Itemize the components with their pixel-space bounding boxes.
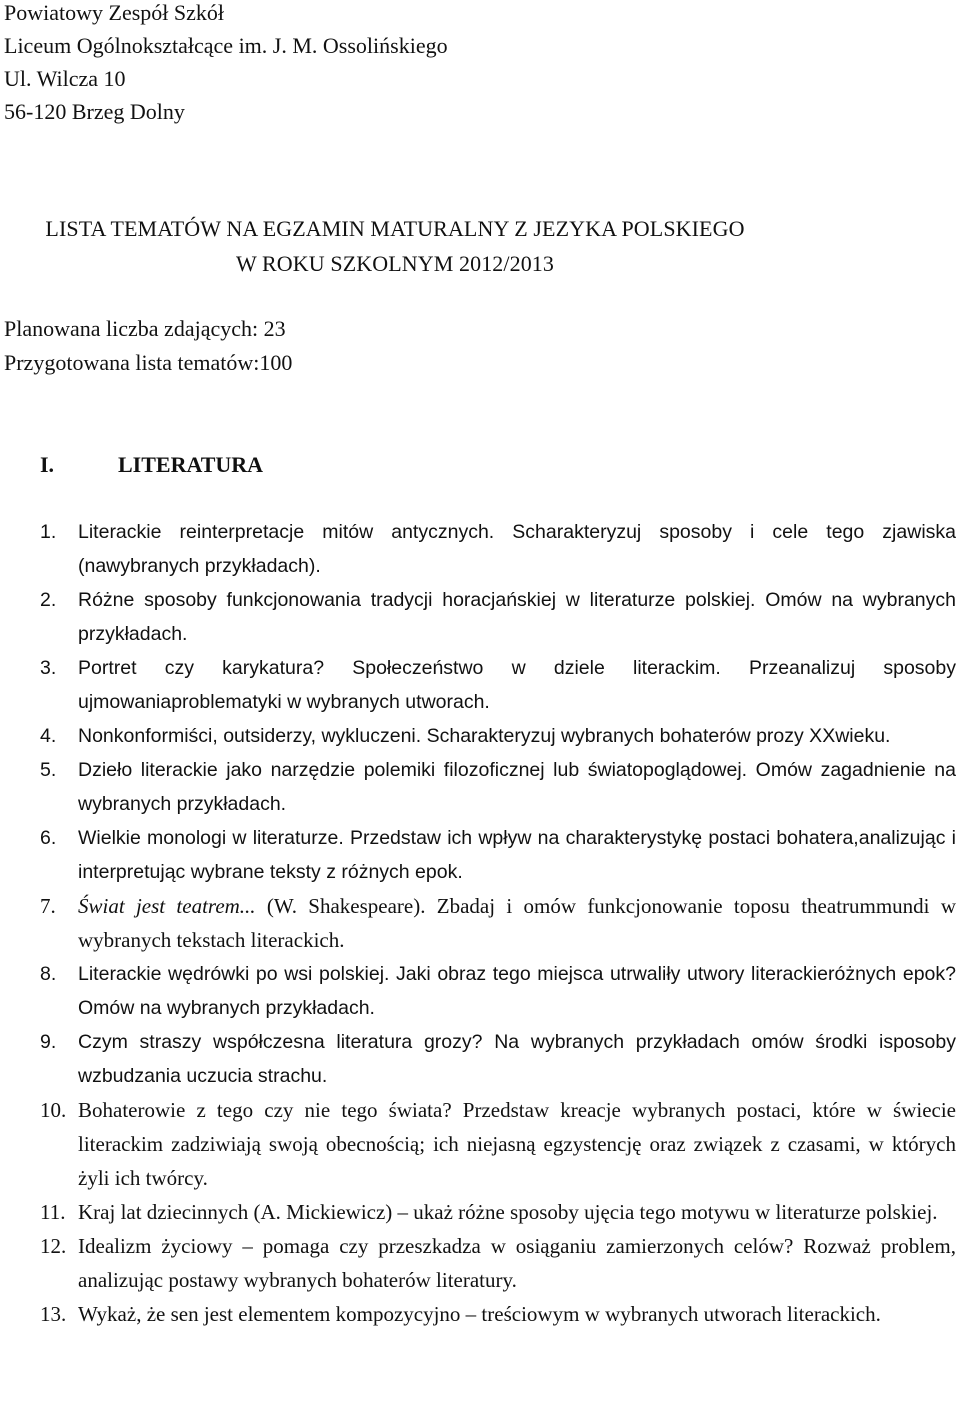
document-title bbox=[0, 211, 960, 281]
topic-number: 10. bbox=[40, 1098, 67, 1122]
title-line-1: LISTA TEMATÓW NA EGZAMIN MATURALNY Z JEZYKA POLSKIEGO bbox=[45, 216, 745, 241]
topic-text: Portret czy karykatura? Społeczeństwo w dziele literackim. Przeanalizuj sposoby ujmowaniaproblematyki w wybranych utworach. bbox=[78, 657, 956, 713]
prepared-count: Przygotowana lista tematów:100 bbox=[4, 350, 293, 375]
topic-number: 6. bbox=[40, 827, 57, 849]
title-line-2: W ROKU SZKOLNYM 2012/2013 bbox=[235, 251, 555, 276]
topic-text: Różne sposoby funkcjonowania tradycji horacjańskiej w literaturze polskiej. Omów na wybranych przykładach. bbox=[78, 589, 956, 645]
list-item bbox=[40, 1195, 956, 1229]
topic-text: Czym straszy współczesna literatura grozy? Na wybranych przykładach omów środki isposoby wzbudzania uczucia strachu. bbox=[78, 1031, 956, 1087]
topic-number: 2. bbox=[40, 589, 57, 611]
topic-text: Kraj lat dziecinnych (A. Mickiewicz) – ukaż różne sposoby ujęcia tego motywu w literaturze polskiej. bbox=[78, 1200, 938, 1224]
topic-number: 3. bbox=[40, 657, 57, 679]
list-item bbox=[40, 1229, 956, 1297]
topic-number: 1. bbox=[40, 521, 57, 543]
list-item bbox=[40, 515, 956, 583]
topic-text: Bohaterowie z tego czy nie tego świata? Przedstaw kreacje wybranych postaci, które w świecie literackim zadziwiają swoją obecnością; ich niejasną egzystencję oraz związek z czasami, w których żyli ich twórcy. bbox=[78, 1098, 956, 1190]
list-item bbox=[40, 583, 956, 651]
topic-number: 4. bbox=[40, 725, 57, 747]
school-street: Ul. Wilcza 10 bbox=[4, 66, 126, 91]
topic-number: 12. bbox=[40, 1234, 67, 1258]
topic-text: Idealizm życiowy – pomaga czy przeszkadza w osiąganiu zamierzonych celów? Rozważ problem, analizując postawy wybranych bohaterów literatury. bbox=[78, 1234, 956, 1292]
school-city: 56-120 Brzeg Dolny bbox=[4, 99, 185, 124]
list-item bbox=[40, 1297, 956, 1331]
topic-text: Wykaż, że sen jest elementem kompozycyjno – treściowym w wybranych utworach literackich. bbox=[78, 1302, 881, 1326]
section-heading bbox=[40, 448, 263, 481]
list-item bbox=[40, 719, 956, 753]
section-number: I. bbox=[40, 452, 55, 477]
topic-text: Dzieło literackie jako narzędzie polemiki filozoficznej lub światopoglądowej. Omów zagadnienie na wybranych przykładach. bbox=[78, 759, 956, 815]
topic-text: (W. Shakespeare). Zbadaj i omów funkcjonowanie toposu theatrummundi w wybranych tekstach literackich. bbox=[78, 894, 956, 952]
topic-text: Nonkonformiści, outsiderzy, wykluczeni. Scharakteryzuj wybranych bohaterów prozy XXwieku. bbox=[78, 725, 891, 747]
topic-text: Wielkie monologi w literaturze. Przedstaw ich wpływ na charakterystykę postaci bohatera,analizując i interpretując wybrane teksty z różnych epok. bbox=[78, 827, 956, 883]
topic-number: 5. bbox=[40, 759, 57, 781]
list-item bbox=[40, 957, 956, 1025]
list-item bbox=[40, 889, 956, 957]
school-subname: Liceum Ogólnokształcące im. J. M. Ossolińskiego bbox=[4, 33, 448, 58]
topic-number: 13. bbox=[40, 1302, 67, 1326]
school-name: Powiatowy Zespół Szkół bbox=[4, 0, 224, 25]
section-name: LITERATURA bbox=[118, 452, 264, 477]
exam-stats bbox=[4, 312, 292, 380]
topic-quote: Świat jest teatrem... bbox=[78, 894, 256, 918]
topic-list bbox=[40, 515, 956, 1331]
topic-number: 11. bbox=[40, 1200, 66, 1224]
topic-text: Literackie reinterpretacje mitów antycznych. Scharakteryzuj sposoby i cele tego zjawiska (nawybranych przykładach). bbox=[78, 521, 956, 577]
list-item bbox=[40, 1025, 956, 1093]
list-item bbox=[40, 753, 956, 821]
topic-text: Literackie wędrówki po wsi polskiej. Jaki obraz tego miejsca utrwaliły utwory literackieróżnych epok? Omów na wybranych przykładach. bbox=[78, 963, 956, 1019]
list-item bbox=[40, 821, 956, 889]
topic-text-block bbox=[78, 889, 956, 957]
planned-count: Planowana liczba zdających: 23 bbox=[4, 316, 286, 341]
topic-number: 8. bbox=[40, 963, 57, 985]
school-address-block bbox=[4, 0, 448, 128]
list-item bbox=[40, 651, 956, 719]
topic-number: 9. bbox=[40, 1031, 57, 1053]
topic-number: 7. bbox=[40, 894, 56, 918]
list-item bbox=[40, 1093, 956, 1195]
